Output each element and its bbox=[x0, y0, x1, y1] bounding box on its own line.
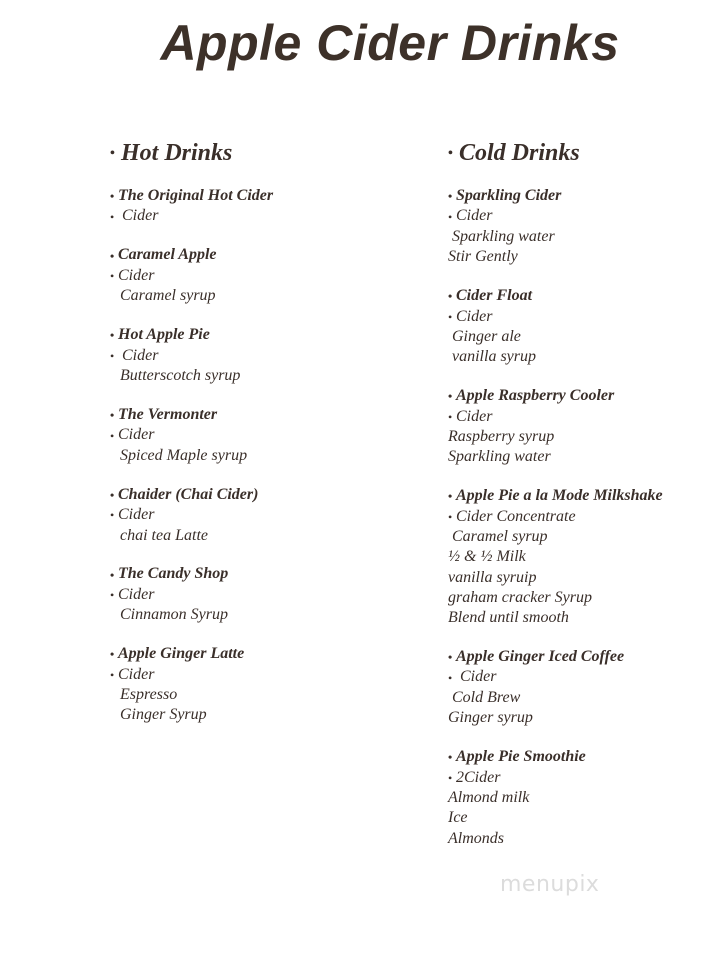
ingredient: Spiced Maple syrup bbox=[120, 446, 248, 464]
ingredient: • Cider bbox=[448, 407, 713, 427]
drink-name-label: Cider Float bbox=[456, 287, 533, 305]
bullet-icon: • bbox=[448, 389, 453, 404]
ingredient: • Cider bbox=[448, 307, 713, 327]
ingredient: Cinnamon Syrup bbox=[120, 606, 228, 624]
drink-item bbox=[448, 486, 713, 628]
bullet-icon: • bbox=[110, 146, 115, 162]
drink-name bbox=[448, 647, 713, 667]
bullet-icon: • bbox=[110, 487, 115, 502]
ingredient: • Cider bbox=[448, 667, 713, 687]
ingredient: Ginger Syrup bbox=[120, 706, 207, 724]
drink-name-label: Apple Ginger Iced Coffee bbox=[456, 648, 625, 666]
drink-item bbox=[110, 325, 400, 386]
bullet-icon: • bbox=[110, 647, 115, 662]
bullet-icon: • bbox=[110, 408, 115, 423]
watermark-logo: menupix bbox=[500, 872, 600, 897]
bullet-icon: • bbox=[110, 348, 115, 363]
ingredient: Espresso bbox=[120, 686, 178, 704]
ingredient: • 2Cider bbox=[448, 768, 713, 788]
drink-name bbox=[110, 186, 400, 206]
ingredient: Cold Brew bbox=[452, 688, 521, 706]
bullet-icon: • bbox=[448, 289, 453, 304]
drink-item bbox=[110, 564, 400, 625]
ingredient: • Cider bbox=[110, 505, 400, 525]
drink-name bbox=[110, 325, 400, 345]
cold-drinks-column bbox=[448, 138, 713, 867]
ingredient: Raspberry syrup bbox=[448, 428, 555, 445]
ingredient: graham cracker Syrup bbox=[448, 588, 592, 606]
section-heading-hot bbox=[110, 138, 400, 168]
ingredient: • Cider bbox=[110, 425, 400, 445]
bullet-icon: • bbox=[110, 269, 115, 284]
bullet-icon: • bbox=[110, 588, 115, 603]
drink-name-label: The Original Hot Cider bbox=[118, 187, 274, 204]
ingredient: Sparkling water bbox=[452, 227, 555, 245]
bullet-icon: • bbox=[448, 770, 453, 785]
drink-item bbox=[448, 286, 713, 368]
ingredient: • Cider bbox=[110, 585, 400, 605]
drink-name bbox=[110, 564, 400, 584]
drink-name-label: Hot Apple Pie bbox=[118, 326, 210, 344]
drink-name-label: The Vermonter bbox=[118, 405, 218, 423]
ingredient: Ice bbox=[448, 809, 468, 827]
drink-item bbox=[448, 386, 713, 468]
bullet-icon: • bbox=[110, 508, 115, 523]
drink-item bbox=[110, 245, 400, 306]
ingredient: • Cider bbox=[448, 206, 713, 226]
bullet-icon: • bbox=[110, 209, 115, 224]
drink-name-label: Apple Pie Smoothie bbox=[456, 748, 586, 766]
drink-name bbox=[110, 405, 400, 425]
drink-item bbox=[110, 405, 400, 466]
drink-name-label: Caramel Apple bbox=[118, 246, 217, 264]
bullet-icon: • bbox=[110, 189, 115, 204]
drink-name bbox=[110, 245, 400, 265]
ingredient: ½ & ½ Milk bbox=[448, 548, 526, 566]
section-heading-label: Hot Drinks bbox=[121, 140, 233, 166]
ingredient: • Cider Concentrate bbox=[448, 507, 713, 527]
drink-name-label: The Candy Shop bbox=[118, 565, 229, 583]
drink-name bbox=[448, 486, 713, 506]
drink-item bbox=[110, 644, 400, 726]
bullet-icon: • bbox=[110, 248, 115, 263]
drink-name bbox=[448, 386, 713, 406]
drink-item bbox=[448, 647, 713, 729]
bullet-icon: • bbox=[448, 409, 453, 424]
ingredient: vanilla syruip bbox=[448, 568, 537, 586]
bullet-icon: • bbox=[110, 667, 115, 682]
drink-name-label: Sparkling Cider bbox=[456, 187, 562, 204]
bullet-icon: • bbox=[448, 650, 453, 665]
section-heading-label: Cold Drinks bbox=[459, 140, 580, 166]
bullet-icon: • bbox=[448, 509, 453, 524]
bullet-icon: • bbox=[448, 146, 453, 162]
ingredient: vanilla syrup bbox=[452, 348, 536, 366]
drink-name bbox=[110, 644, 400, 664]
ingredient: • Cider bbox=[110, 665, 400, 685]
drink-item bbox=[448, 186, 713, 268]
drink-name-label: Apple Ginger Latte bbox=[118, 645, 245, 663]
ingredient: Butterscotch syrup bbox=[120, 367, 241, 385]
ingredient: Blend until smooth bbox=[448, 609, 569, 627]
bullet-icon: • bbox=[448, 209, 453, 224]
section-heading-cold bbox=[448, 138, 713, 168]
drink-item bbox=[110, 485, 400, 546]
ingredient: Caramel syrup bbox=[120, 287, 216, 305]
ingredient: Sparkling water bbox=[448, 448, 551, 466]
bullet-icon: • bbox=[110, 428, 115, 443]
drink-name bbox=[448, 747, 713, 767]
drink-item bbox=[448, 747, 713, 849]
bullet-icon: • bbox=[448, 670, 453, 685]
ingredient: Ginger syrup bbox=[448, 709, 533, 727]
drink-name bbox=[448, 286, 713, 306]
drink-name-label: Apple Pie a la Mode Milkshake bbox=[456, 487, 663, 505]
drink-name bbox=[110, 485, 400, 505]
bullet-icon: • bbox=[448, 489, 453, 504]
ingredient: • Cider bbox=[110, 206, 400, 226]
ingredient: Stir Gently bbox=[448, 248, 518, 266]
drink-name-label: Apple Raspberry Cooler bbox=[456, 387, 615, 405]
ingredient: Ginger ale bbox=[452, 327, 521, 345]
drink-item bbox=[110, 186, 400, 227]
ingredient: Almond milk bbox=[448, 788, 530, 806]
bullet-icon: • bbox=[448, 750, 453, 765]
bullet-icon: • bbox=[110, 567, 115, 582]
bullet-icon: • bbox=[448, 309, 453, 324]
drink-name bbox=[448, 186, 713, 206]
bullet-icon: • bbox=[448, 189, 453, 204]
page-title: Apple Cider Drinks bbox=[160, 15, 620, 71]
drink-name-label: Chaider (Chai Cider) bbox=[118, 485, 259, 503]
ingredient: chai tea Latte bbox=[120, 526, 208, 544]
bullet-icon: • bbox=[110, 328, 115, 343]
ingredient: Caramel syrup bbox=[452, 528, 548, 546]
ingredient: • Cider bbox=[110, 346, 400, 366]
ingredient: • Cider bbox=[110, 266, 400, 286]
hot-drinks-column bbox=[110, 138, 400, 744]
ingredient: Almonds bbox=[448, 829, 504, 847]
